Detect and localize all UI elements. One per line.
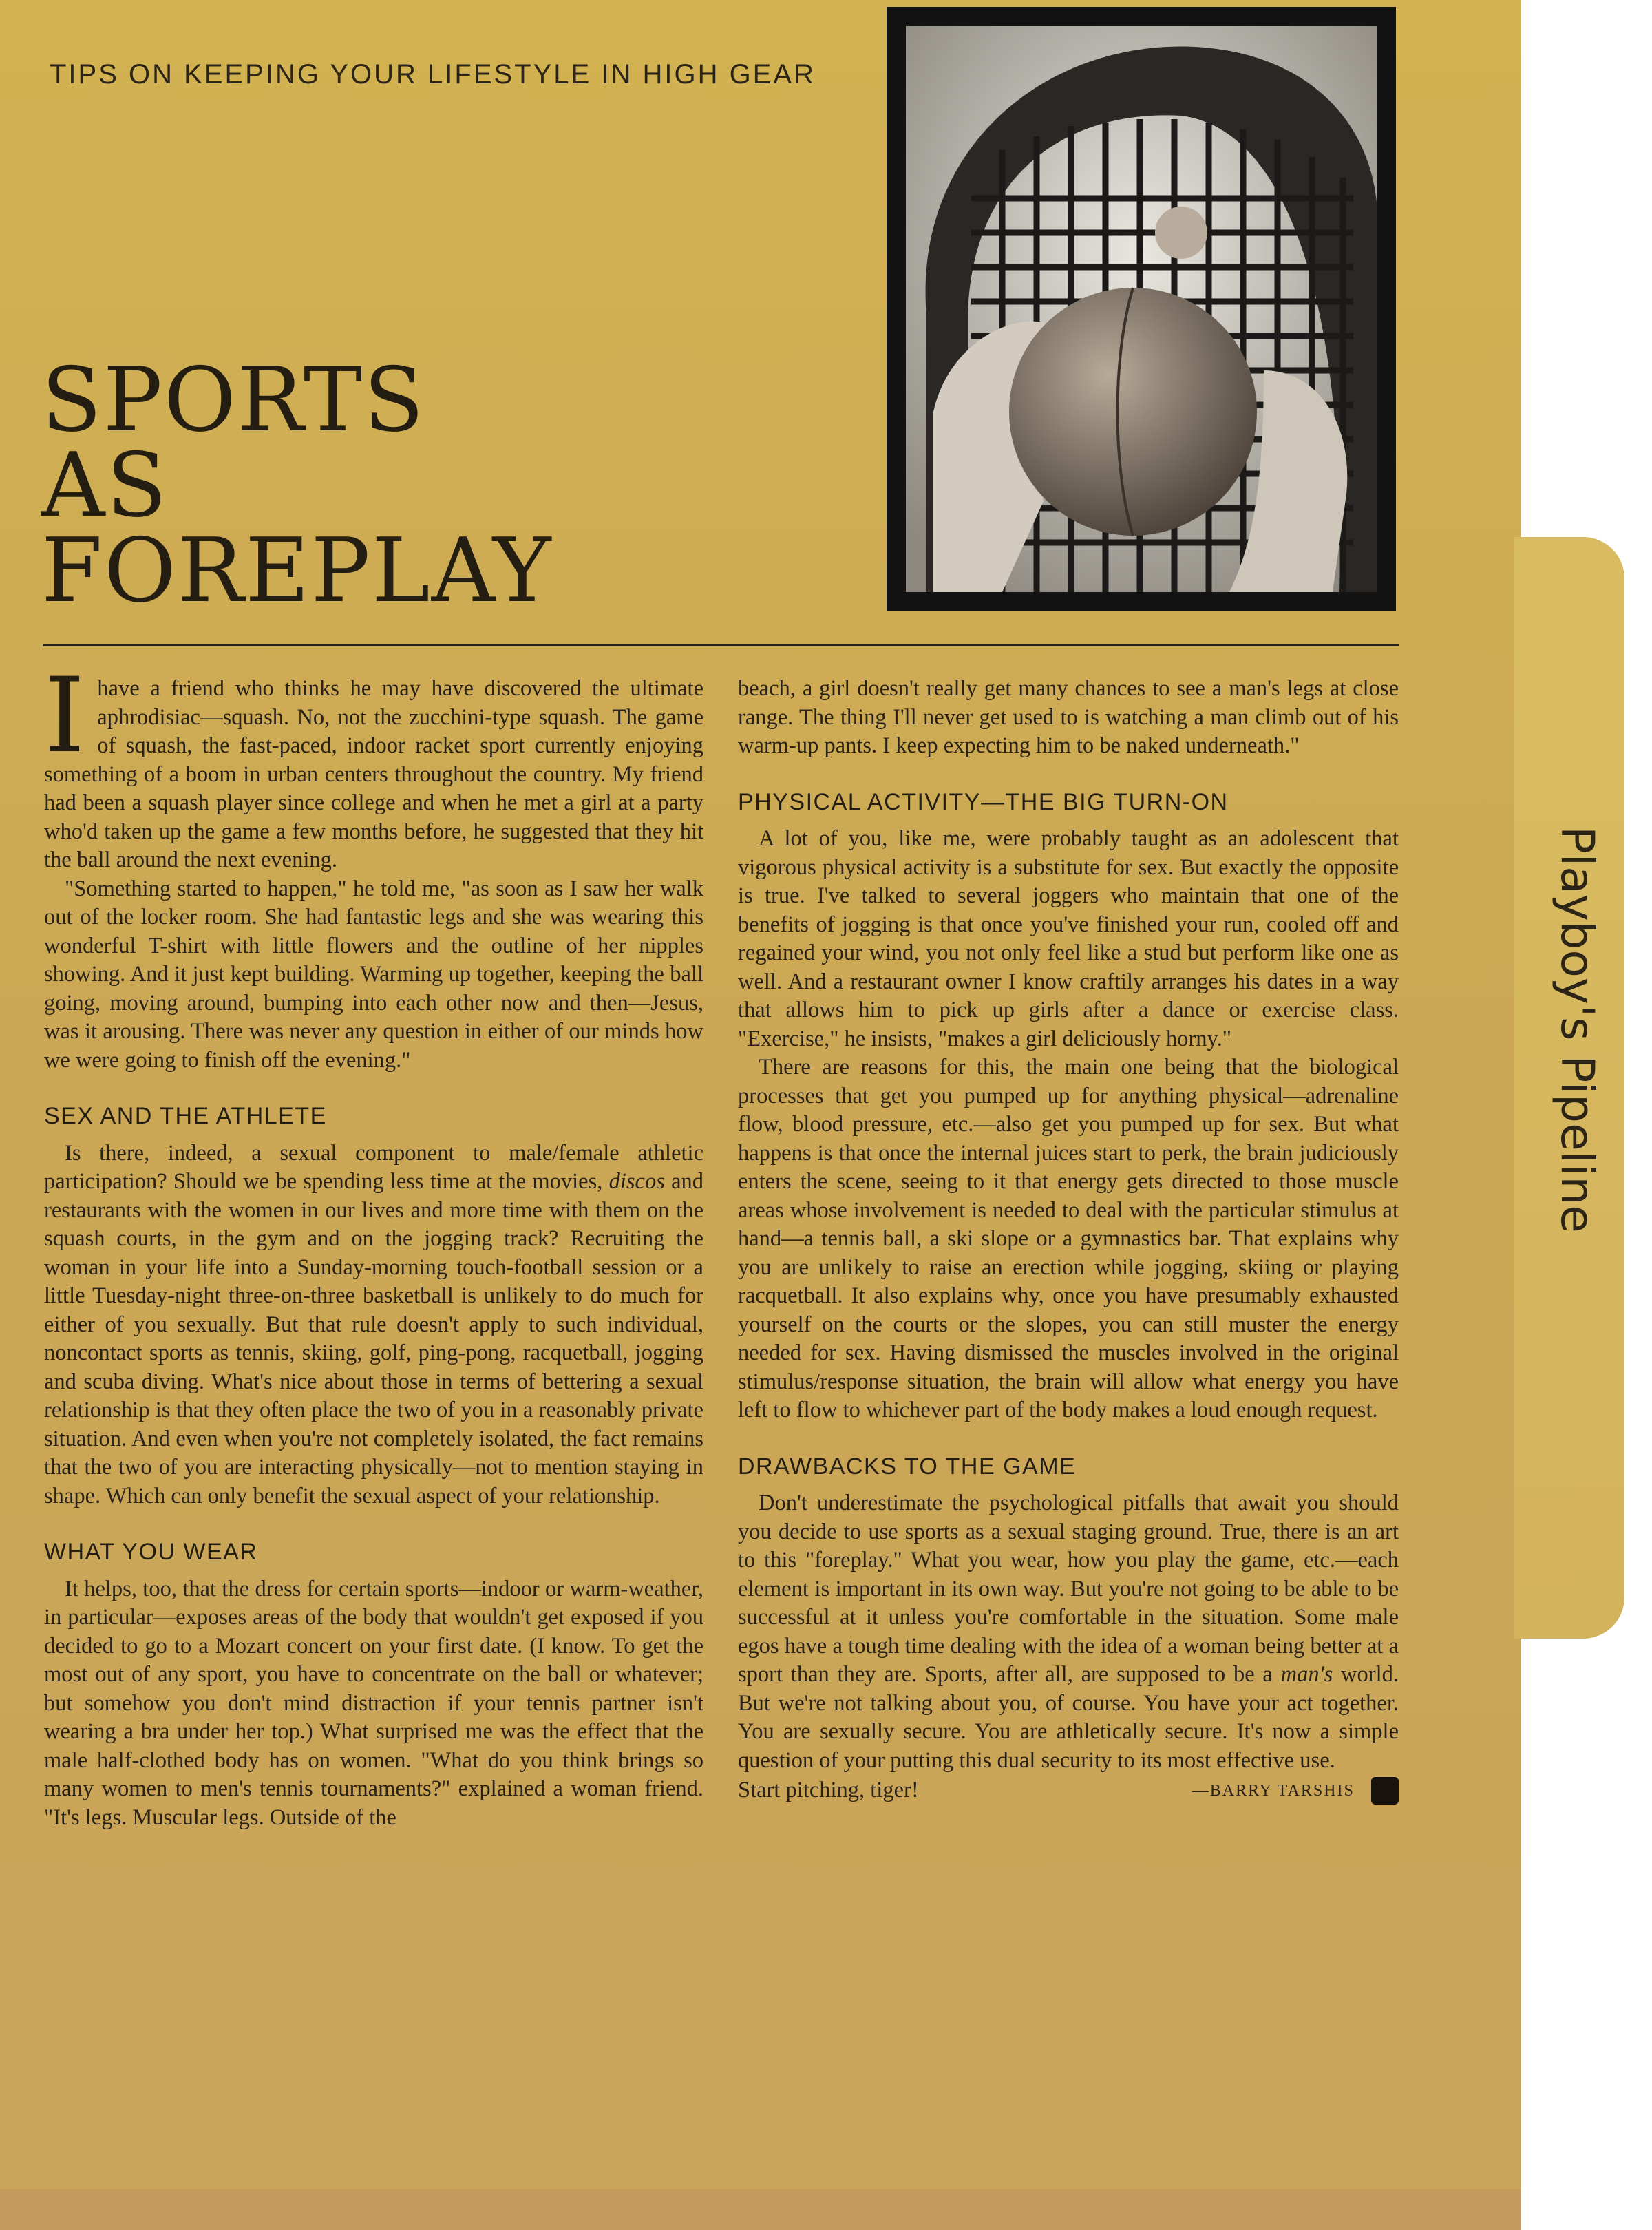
athlete-text-b: and restaurants with the women in our lives and more time with them on the squash courts, in the gym and on the jogging track? Recruiting the woman in your life into a Sunday-morning touch-football session or a little Tuesday-night three-on-three basketball is unlikely to do much for either of you sexually. But that rule doesn't apply to such individual, noncontact sports as tennis, skiing, golf, ping-pong, racquetball, jogging and scuba diving. What's nice about those in terms of bettering a sexual relationship is that they often place the two of you in a reasonably private situation. And even when you're not completely isolated, the fact remains that the two of you are interacting physically—not to mention staying in shape. Which can only benefit the sexual aspect of your relationship.: [44, 1169, 703, 1508]
column-2: [738, 675, 1399, 1806]
drawbacks-text-b: world. But we're not talking about you, of course. You have your act together. You are sexually secure. You are athletically secure. It's now a simple question of your putting this dual security to its most effective use.: [738, 1662, 1399, 1773]
paragraph-continued: beach, a girl doesn't really get many chances to see a man's legs at close range. The thing I'll never get used to is watching a man climb out of his warm-up pants. I keep expecting him to be naked underneath.": [738, 676, 1399, 758]
squash-photo: [887, 7, 1396, 611]
paragraph-drawbacks: [738, 1489, 1399, 1775]
paragraph-quote: "Something started to happen," he told me, "as soon as I saw her walk out of the locker room. She had fantastic legs and she was wearing this wonderful T-shirt with little flowers and the outline of her nipples showing. And it just kept building. Warming up together, keeping the ball going, moving around, bumping into each other now and then—Jesus, was it arousing. There was never any question in either of our minds how we were going to finish off the evening.": [44, 876, 703, 1073]
closing-text: Start pitching, tiger!: [738, 1777, 919, 1802]
paragraph-reasons: There are reasons for this, the main one being that the biological processes that get you pumped up for anything physical—adrenaline flow, blood pressure, etc.—also get you pumped up for sex. But what happens is that once the internal juices start to perk, the brain judiciously enters the scene, seeing to it that energy gets directed to those muscle areas whose involvement is needed to deal with the particular stimulus at hand—a tennis ball, a ski slope or a gymnastics bar. That explains why you are unlikely to raise an erection while jogging, skiing or playing racquetball. It also explains why, once you have presumably exhausted yourself on the courts or the slopes, you can still muster the energy needed for sex. Having dismissed the muscles involved in the original stimulus/response situation, the brain will allow what energy you have left to flow to whichever part of the body makes a loud enough request.: [738, 1055, 1399, 1422]
athlete-emphasis: discos: [608, 1169, 665, 1194]
intro-text: have a friend who thinks he may have discovered the ultimate aphrodisiac—squash. No, not the zucchini-type squash. The game of squash, the fast-paced, indoor racket sport currently enjoying something of a boom in urban centers throughout the country. My friend had been a squash player since college and when he met a girl at a party who'd taken up the game a few months before, he suggested that they hit the ball around the next evening.: [44, 676, 703, 872]
heading-what-you-wear: WHAT YOU WEAR: [44, 1539, 258, 1565]
section-tab-label: Playboy's Pipeline: [1551, 826, 1604, 1233]
author-name: —BARRY TARSHIS: [1192, 1782, 1355, 1800]
title-rule: [43, 644, 1399, 646]
drop-cap: I: [44, 656, 85, 776]
drawbacks-emphasis: man's: [1280, 1662, 1333, 1687]
paragraph-athlete: [44, 1139, 703, 1511]
byline: [1192, 1775, 1399, 1806]
closing-line: [738, 1775, 1399, 1806]
paragraph-intro: [44, 656, 703, 875]
paragraph-physical: A lot of you, like me, were probably taught as an adolescent that vigorous physical activity is a substitute for sex. But exactly the opposite is true. I've talked to several joggers who maintain that one of the benefits of jogging is that once you've finished your run, cooled off and regained your wind, you not only feel like a stud but perform like one as well. And a restaurant owner I know craftily arranges his dates in a way that allows him to pick up girls after a dance or exercise class. "Exercise," he insists, "makes a girl deliciously horny.": [738, 826, 1399, 1051]
athlete-text-a: Is there, indeed, a sexual component to male/female athletic participation? Should we be spending less time at the movies,: [44, 1140, 703, 1194]
kicker: TIPS ON KEEPING YOUR LIFESTYLE IN HIGH GEAR: [50, 59, 816, 90]
title-line-2: AS: [41, 434, 169, 537]
bottom-strip: [0, 2189, 1521, 2230]
drawbacks-text-a: Don't underestimate the psychological pitfalls that await you should you decide to use sports as a sexual staging ground. True, there is an art to this "foreplay." What you wear, how you play the game, etc.—each element is important in its own way. But you're not going to be able to be successful at it unless you're comfortable in the situation. Some male egos have a tough time dealing with the idea of a woman being better at a sport than they are. Sports, after all, are supposed to be a: [738, 1491, 1399, 1687]
title-line-1: SPORTS: [41, 349, 425, 452]
heading-drawbacks: DRAWBACKS TO THE GAME: [738, 1453, 1077, 1480]
column-1: [44, 656, 703, 1832]
title-line-3: FOREPLAY: [41, 520, 553, 622]
paragraph-wear: It helps, too, that the dress for certain sports—indoor or warm-weather, in particular—exposes areas of the body that wouldn't get exposed if you decided to go to a Mozart concert on your first date. (I know. To get the most out of any sport, you have to concentrate on the ball or whatever; but somehow you don't mind distraction if your tennis partner isn't wearing a bra under her top.) What surprised me was the effect that the male half-clothed body has on women. "What do you think brings so many women to men's tennis tournaments?" explained a woman friend. "It's legs. Muscular legs. Outside of the: [44, 1576, 703, 1830]
squash-racket-illustration: [906, 26, 1377, 592]
rabbit-logo-icon: [1371, 1777, 1399, 1805]
article-title: [41, 349, 553, 622]
heading-sex-and-the-athlete: SEX AND THE ATHLETE: [44, 1103, 327, 1129]
heading-physical-activity: PHYSICAL ACTIVITY—THE BIG TURN-ON: [738, 788, 1229, 815]
